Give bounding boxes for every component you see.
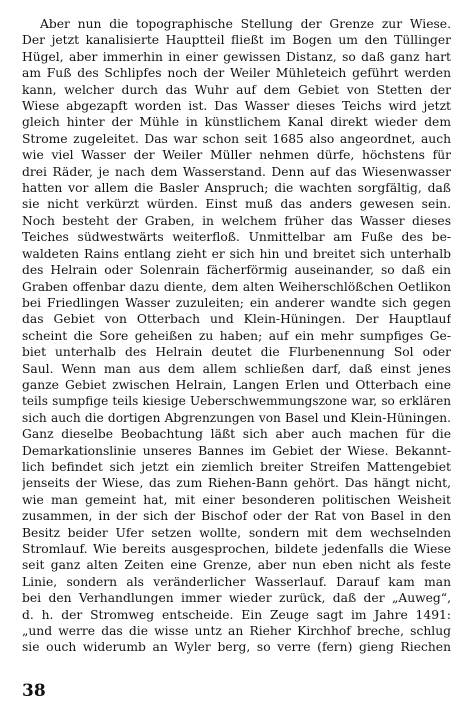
text-line: Demarkationslinie unseres Bannes im Gebiet der Wiese. Bekannt- — [22, 443, 451, 458]
text-line: Besitz beider Ufer setzen wollte, sondern mit dem wechselnden — [22, 525, 451, 540]
text-line: Noch besteht der Graben, in welchem früher das Wasser dieses — [22, 213, 451, 228]
text-line: zusammen, in der sich der Bischof oder der Rat von Basel in den — [22, 509, 451, 524]
text-block — [22, 16, 451, 656]
text-line: sie nicht verkürzt würden. Einst muß das anders gewesen sein. — [22, 197, 451, 212]
text-line: wie man gemeint hat, mit einer besonderen politischen Weisheit — [22, 492, 451, 507]
text-line: drei Räder, je nach dem Wasserstand. Denn auf das Wiesenwasser — [22, 164, 451, 179]
text-line: das Gebiet von Otterbach und Klein-Hüningen. Der Hauptlauf — [22, 312, 451, 327]
text-line: Aber nun die topographische Stellung der Grenze zur Wiese. — [40, 17, 451, 31]
text-line: bei den Verhandlungen immer wieder zurück, daß der „Auweg“, — [22, 591, 451, 606]
text-line: waldeten Rains entlang zieht er sich hin und breitet sich unterhalb — [22, 246, 451, 261]
text-line: Saul. Wenn man aus dem allem schließen darf, daß einst jenes — [22, 361, 451, 376]
text-line: Strome zugeleitet. Das war schon seit 1685 also angeordnet, auch — [22, 131, 451, 146]
text-line: lich befindet sich jetzt ein ziemlich breiter Streifen Mattengebiet — [22, 459, 451, 474]
text-line: teils sumpfige teils kiesige Ueberschwemmungszone war, so erklären — [22, 394, 451, 409]
text-line: seit ganz alten Zeiten eine Grenze, aber nun eben nicht als feste — [22, 558, 451, 573]
text-line: sich auch die dortigen Abgrenzungen von Basel und Klein-Hüningen. — [22, 410, 451, 425]
text-line: Wiese abgezapft worden ist. Das Wasser dieses Teichs wird jetzt — [22, 99, 451, 114]
text-line: scheint die Sore geheißen zu haben; auf ein mehr sumpfiges Ge- — [22, 328, 451, 343]
text-line: jenseits der Wiese, das zum Riehen-Bann gehört. Das hängt nicht, — [22, 476, 451, 491]
text-line: Graben offenbar dazu diente, dem alten Weiherschlößchen Oetlikon — [22, 279, 451, 294]
text-line: Linie, sondern als veränderlicher Wasserlauf. Darauf kam man — [22, 574, 451, 589]
text-line: wie viel Wasser der Weiler Müller nehmen dürfe, höchstens für — [22, 148, 451, 163]
text-line: am Fuß des Schlipfes noch der Weiler Mühleteich geführt werden — [22, 66, 451, 81]
text-line: Hügel, aber immerhin in einer gewissen Distanz, so daß ganz hart — [22, 49, 451, 64]
text-line: „und werre das die wisse untz an Rieher Kirchhof breche, schlug — [22, 624, 451, 639]
text-line: gleich hinter der Mühle in künstlichem Kanal direkt wieder dem — [22, 115, 451, 130]
text-line: Der jetzt kanalisierte Hauptteil fließt im Bogen um den Tüllinger — [22, 33, 451, 48]
text-line: hatten vor allem die Basler Anspruch; die wachten sorgfältig, daß — [22, 181, 451, 196]
text-line: biet unterhalb des Helrain deutet die Flurbenennung Sol oder — [22, 345, 451, 360]
text-line: Ganz dieselbe Beobachtung läßt sich aber auch machen für die — [22, 427, 451, 442]
text-line: d. h. der Stromweg entscheide. Ein Zeuge sagt im Jahre 1491: — [22, 607, 451, 622]
text-line: Stromlauf. Wie bereits ausgesprochen, bildete jedenfalls die Wiese — [22, 542, 451, 556]
text-line: kann, welcher durch das Wuhr auf dem Gebiet von Stetten der — [22, 82, 451, 97]
text-line: bei Friedlingen Wasser zuzuleiten; ein anderer wandte sich gegen — [22, 295, 451, 310]
text-line: ganze Gebiet zwischen Helrain, Langen Erlen und Otterbach eine — [22, 377, 451, 392]
text-line: des Helrain oder Solenrain fächerförmig auseinander, so daß ein — [22, 263, 451, 278]
page-number: 38 — [22, 681, 46, 701]
text-line: sie ouch widerumb an Wyler berg, so verre (fern) gieng Riechen — [22, 640, 451, 655]
text-line: Teiches südwestwärts weiterfloß. Unmittelbar am Fuße des be- — [22, 230, 451, 245]
